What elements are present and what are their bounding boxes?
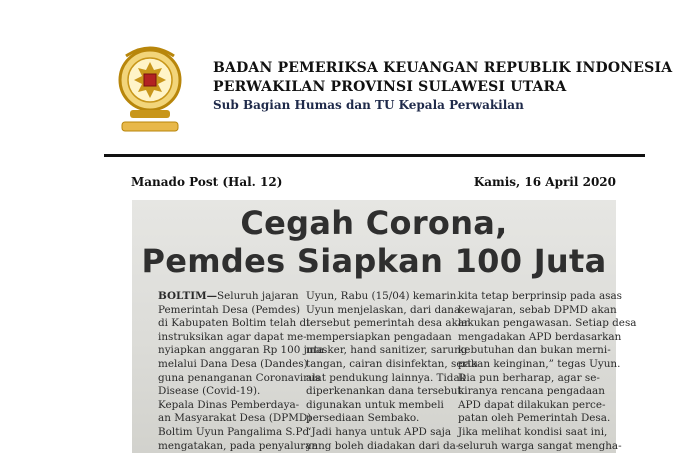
garuda-emblem-icon [116, 42, 184, 138]
date-label: Kamis, 16 April 2020 [473, 175, 616, 189]
article-line: Boltim Uyun Pangalima S.Pd [158, 425, 310, 438]
article-line: di Kabupaten Boltim telah di- [158, 317, 313, 330]
article-line: masker, hand sanitizer, sarung [306, 344, 468, 357]
article-line: kewajaran, sebab DPMD akan [458, 303, 617, 316]
newspaper-clipping [132, 200, 637, 453]
article-line: “Jadi hanya untuk APD saja [306, 425, 452, 438]
article-line: digunakan untuk membeli [306, 398, 444, 411]
org-subdivision: Sub Bagian Humas dan TU Kepala Perwakilan [213, 98, 524, 112]
dateline: BOLTIM— [158, 290, 217, 302]
article-line: patan oleh Pemerintah Desa. [458, 412, 611, 425]
article-line: mempersiapkan pengadaan [306, 330, 452, 343]
article-column-3 [458, 290, 637, 453]
article-line: an Masyarakat Desa (DPMD) [158, 412, 312, 425]
article-line: nyiapkan anggaran Rp 100 juta [158, 344, 324, 357]
article-line: instruksikan agar dapat me- [158, 330, 307, 343]
article-line: tangan, cairan disinfektan, serta [306, 357, 478, 370]
article-line: yang boleh diadakan dari da- [306, 439, 460, 452]
article-line: guna penanganan Coronavirus [158, 371, 321, 384]
article-line: Disease (Covid-19). [158, 385, 261, 398]
article-line: persediaan Sembako. [306, 412, 420, 425]
source-label: Manado Post (Hal. 12) [131, 175, 283, 189]
article-line: APD dapat dilakukan perce- [458, 398, 606, 411]
org-name-line2: PERWAKILAN PROVINSI SULAWESI UTARA [213, 79, 567, 95]
header-divider [104, 154, 645, 157]
article-line: mengatakan, pada penyaluran [158, 439, 319, 452]
article-line: diperkenankan dana tersebut [306, 385, 462, 398]
article-column-2 [306, 290, 478, 453]
article-line: tersebut pemerintah desa akan [306, 317, 471, 330]
article-line: lakukan pengawasan. Setiap desa [458, 317, 637, 330]
article-line: Uyun, Rabu (15/04) kemarin. [306, 290, 460, 302]
article-line: alat pendukung lainnya. Tidak [306, 371, 466, 384]
headline-line2: Pemdes Siapkan 100 Juta [141, 242, 607, 280]
org-name-line1: BADAN PEMERIKSA KEUANGAN REPUBLIK INDONESIA [213, 60, 673, 76]
article-line: mengadakan APD berdasarkan [458, 330, 622, 343]
headline-line1: Cegah Corona, [240, 204, 508, 242]
article-line: Dia pun berharap, agar se- [458, 371, 600, 384]
article-line: kiranya rencana pengadaan [458, 385, 605, 398]
article-line: Jika melihat kondisi saat ini, [458, 425, 608, 438]
article-line: melalui Dana Desa (Dandes) [158, 357, 308, 370]
article-line: Pemerintah Desa (Pemdes) [158, 303, 301, 316]
article-line: Uyun menjelaskan, dari dana [306, 303, 461, 316]
article-line: kebutuhan dan bukan merni- [458, 344, 611, 357]
article-line: pakan keinginan,” tegas Uyun. [458, 357, 621, 370]
article-line: seluruh warga sangat mengha- [458, 439, 622, 452]
article-column-1 [158, 290, 324, 453]
article-line: kita tetap berprinsip pada asas [458, 290, 623, 302]
article-line: Seluruh jajaran [216, 290, 299, 302]
article-line: Kepala Dinas Pemberdaya- [158, 398, 300, 411]
